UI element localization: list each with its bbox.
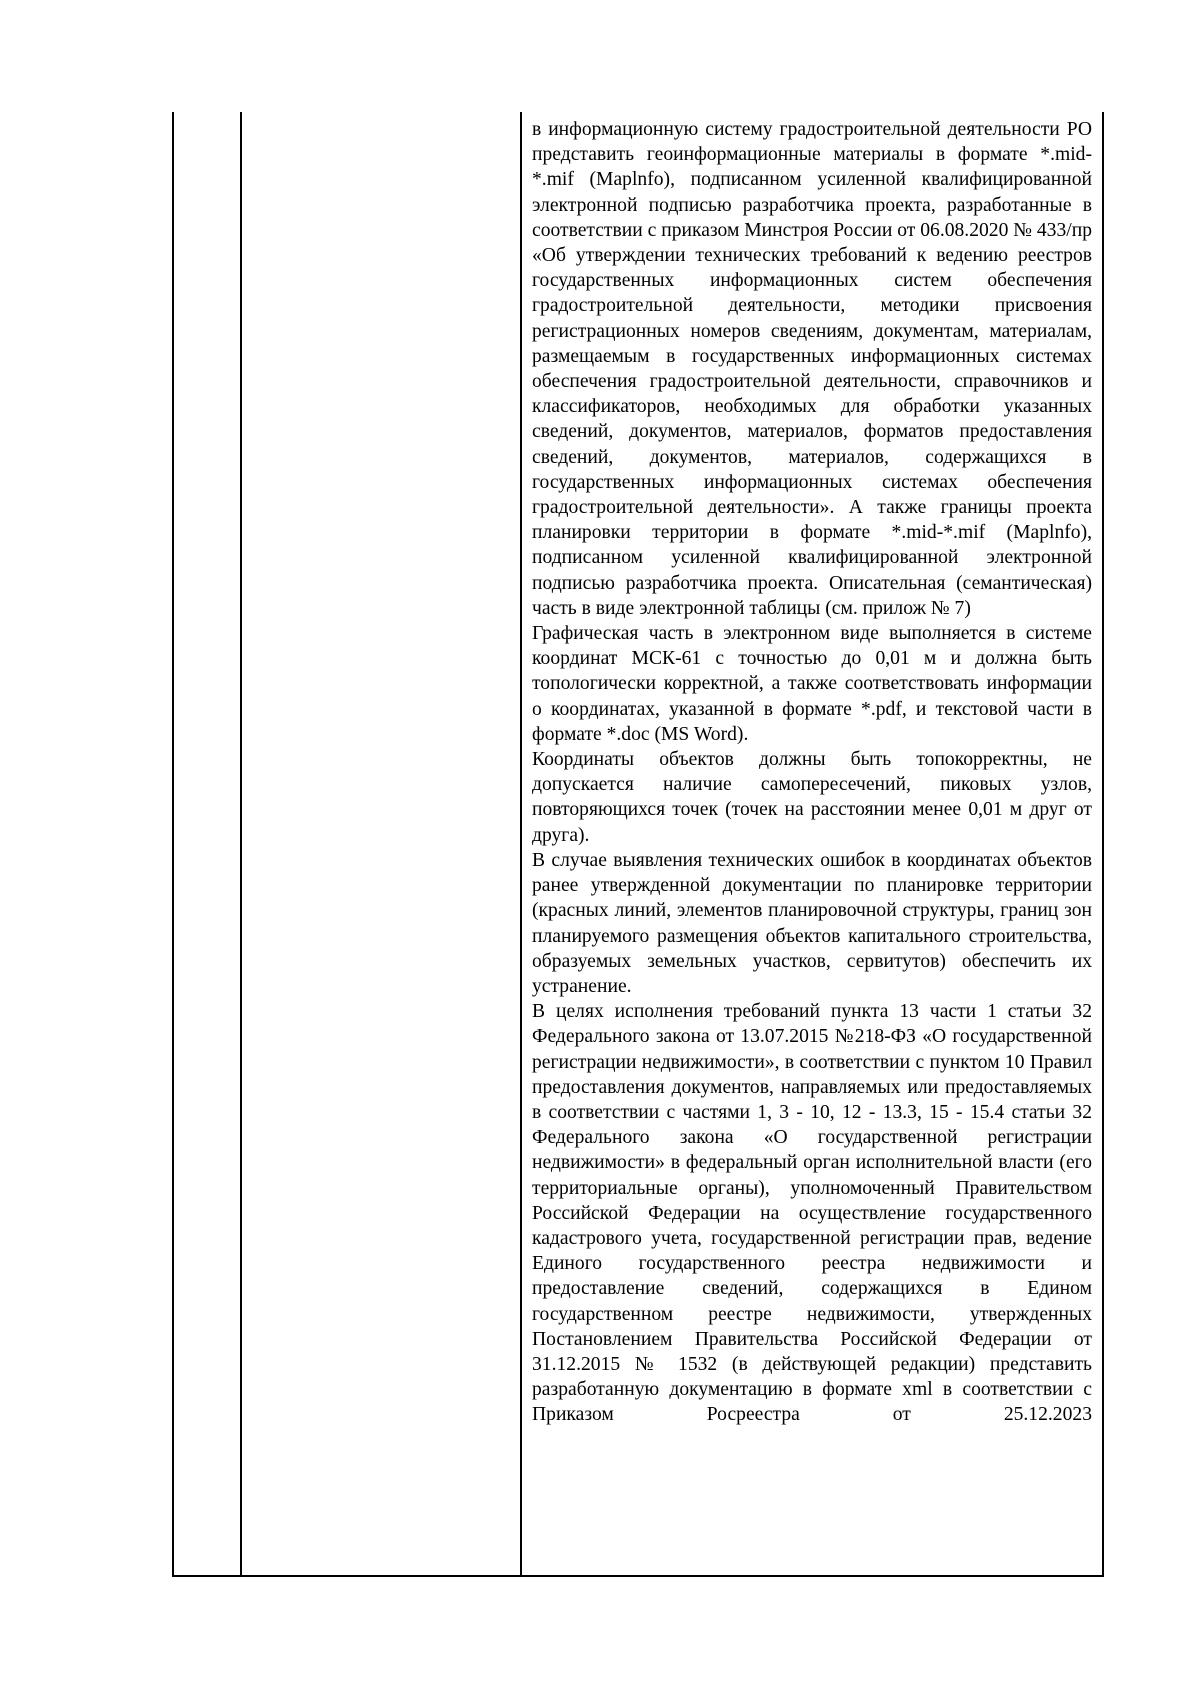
paragraph-coordinates: Координаты объектов должны быть топокорректны, не допускается наличие самопересечений, пиковых узлов, повторяющихся точек (точек на расстоянии менее 0,01 м друг от друга). — [532, 749, 1092, 846]
paragraph-technical-errors: В случае выявления технических ошибок в координатах объектов ранее утвержденной документации по планировке территории (красных линий, элементов планировочной структуры, границ зон планируемого размещения объектов капитального строительства, образуемых земельных участков, сервитутов) обеспечить их устранение. — [532, 849, 1092, 997]
table-cell-requirements — [522, 112, 1102, 1575]
paragraph-graphic-part: Графическая часть в электронном виде выполняется в системе координат МСК-61 с точностью до 0,01 м и должна быть топологически корректной, а также соответствовать информации о координатах, указанной в формате *.pdf, и текстовой части в формате *.doc (MS Word). — [532, 623, 1092, 745]
table-cell-number — [174, 112, 240, 1575]
paragraph-registration-requirements: В целях исполнения требований пункта 13 части 1 статьи 32 Федерального закона от 13.07.2015 №218-ФЗ «О государственной регистрации недвижимости», в соответствии с пунктом 10 Правил предоставления документов, направляемых или предоставляемых в соответствии с частями 1, 3 - 10, 12 - 13.3, 15 - 15.4 статьи 32 Федерального закона «О государственной регистрации недвижимости» в федеральный орган исполнительной власти (его территориальные органы), уполномоченный Правительством Российской Федерации на осуществление государственного кадастрового учета, государственной регистрации прав, ведение Единого государственного реестра недвижимости и предоставление сведений, содержащихся в Едином государственном реестре недвижимости, утвержденных Постановлением Правительства Российской Федерации от 31.12.2015 № 1532 (в действующей редакции) представить разработанную документацию в формате xml в соответствии с Приказом Росреестра от 25.12.2023 — [532, 1001, 1092, 1426]
table-cell-item — [242, 112, 520, 1575]
paragraph-geoinformation-materials: в информационную систему градостроительной деятельности РО представить геоинформационные материалы в формате *.mid-*.mif (Maplnfo), подписанном усиленной квалифицированной электронной подписью разработчика проекта, разработанные в соответствии с приказом Минстроя России от 06.08.2020 № 433/пр «Об утверждении технических требований к ведению реестров государственных информационных систем обеспечения градостроительной деятельности, методики присвоения регистрационных номеров сведениям, документам, материалам, размещаемым в государственных информационных системах обеспечения градостроительной деятельности, справочников и классификаторов, необходимых для обработки указанных сведений, документов, материалов, форматов предоставления сведений, документов, материалов, содержащихся в государственных информационных системах обеспечения градостроительной деятельности». А также границы проекта планировки территории в формате *.mid-*.mif (Maplnfo), подписанном усиленной квалифицированной электронной подписью разработчика проекта. Описательная (семантическая) часть в виде электронной таблицы (см. прилож № 7) — [532, 119, 1093, 619]
requirements-table — [172, 112, 1104, 1577]
